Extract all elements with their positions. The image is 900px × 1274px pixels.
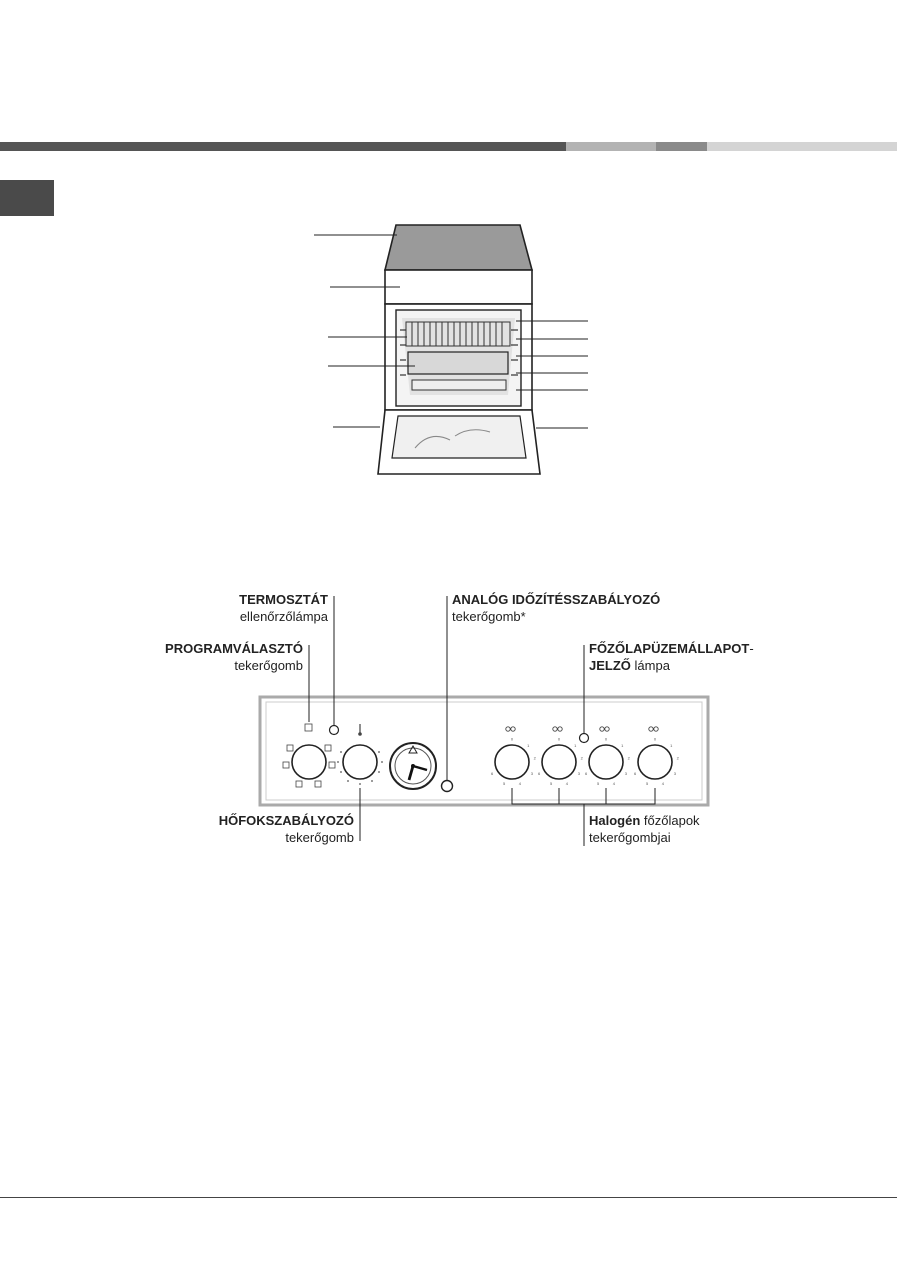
knob-4-scale-6: 6 (633, 771, 637, 776)
label-hob-lamp (589, 640, 754, 674)
halogen-knob-1[interactable] (495, 745, 529, 779)
timer-knob[interactable] (442, 781, 453, 792)
knob-2-scale-2: 2 (580, 755, 583, 761)
halogen-knob-4[interactable] (638, 745, 672, 779)
knob-1-scale-0: 0 (510, 736, 514, 742)
knob-3-scale-4: 4 (612, 781, 616, 787)
timer-hand-hub (411, 764, 415, 768)
oven-tray (408, 352, 508, 374)
temperature-knob-subtitle: tekerőgomb (285, 830, 354, 845)
knob-2-scale-4: 4 (565, 781, 569, 787)
label-analog-timer (452, 591, 660, 625)
thermostat-lamp-subtitle: ellenőrzőlámpa (239, 609, 328, 624)
thermometer-icon-bulb (358, 732, 362, 736)
knob-4-scale-3: 3 (673, 771, 677, 776)
program-selector-title: PROGRAMVÁLASZTÓ (165, 641, 303, 656)
program-selector-subtitle: tekerőgomb (234, 658, 303, 673)
oven-hob-top (385, 225, 532, 270)
halogen-knob-2[interactable] (542, 745, 576, 779)
label-halogen-knobs (589, 812, 700, 846)
oven-door-glass (392, 416, 526, 458)
knob-3-scale-0: 0 (604, 736, 608, 742)
knob-3-scale-1: 1 (621, 743, 624, 749)
hob-lamp-title-line1-suffix: - (749, 641, 754, 656)
knob-4-scale-2: 2 (676, 755, 679, 761)
knob-4-scale-5: 5 (645, 781, 649, 787)
label-program-selector (120, 640, 303, 674)
knob-1-scale-2: 2 (533, 755, 536, 761)
halogen-knobs-title: Halogén (589, 813, 641, 828)
temperature-knob[interactable] (343, 745, 377, 779)
hob-lamp-title-line1: FŐZŐLAPÜZEMÁLLAPOT (589, 641, 750, 656)
knob-1-scale-6: 6 (490, 771, 494, 776)
knob-1-scale-5: 5 (502, 781, 506, 787)
knob-4-scale-4: 4 (661, 781, 665, 787)
analog-timer-title: ANALÓG IDŐZÍTÉSSZABÁLYOZÓ (452, 592, 661, 607)
footer-rule (0, 1197, 897, 1198)
knob-4-scale-0: 0 (653, 736, 657, 742)
knob-1-scale-4: 4 (518, 781, 522, 787)
analog-timer-subtitle: tekerőgomb* (452, 609, 526, 624)
hob-lamp-title-line2-suffix: lámpa (630, 658, 670, 673)
knob-2-scale-0: 0 (557, 736, 561, 742)
knob-4-scale-1: 1 (670, 743, 673, 749)
thermostat-lamp (330, 726, 339, 735)
thermostat-lamp-title: TERMOSZTÁT (239, 592, 328, 607)
knob-2-scale-3: 3 (577, 771, 581, 776)
knob-3-scale-5: 5 (596, 781, 600, 787)
knob-1-scale-3: 3 (530, 771, 534, 776)
knob-3-scale-3: 3 (624, 771, 628, 776)
knob-2-scale-1: 1 (574, 743, 577, 749)
knob-3-scale-6: 6 (584, 771, 588, 776)
program-selector-knob[interactable] (292, 745, 326, 779)
hob-lamp-title-line2: JELZŐ (589, 658, 631, 673)
halogen-knobs-title-suffix: főzőlapok (640, 813, 700, 828)
temperature-knob-title: HŐFOKSZABÁLYOZÓ (218, 813, 354, 828)
oven-tray-lower (412, 380, 506, 390)
knob-1-scale-1: 1 (527, 743, 530, 749)
label-thermostat-lamp (200, 591, 328, 625)
knob-2-scale-6: 6 (537, 771, 541, 776)
halogen-knob-3[interactable] (589, 745, 623, 779)
halogen-knobs-subtitle: tekerőgombjai (589, 830, 671, 845)
knob-2-scale-5: 5 (549, 781, 553, 787)
oven-control-strip (385, 270, 532, 304)
label-temperature-knob (170, 812, 354, 846)
hob-indicator-lamp (580, 734, 589, 743)
knob-3-scale-2: 2 (627, 755, 630, 761)
